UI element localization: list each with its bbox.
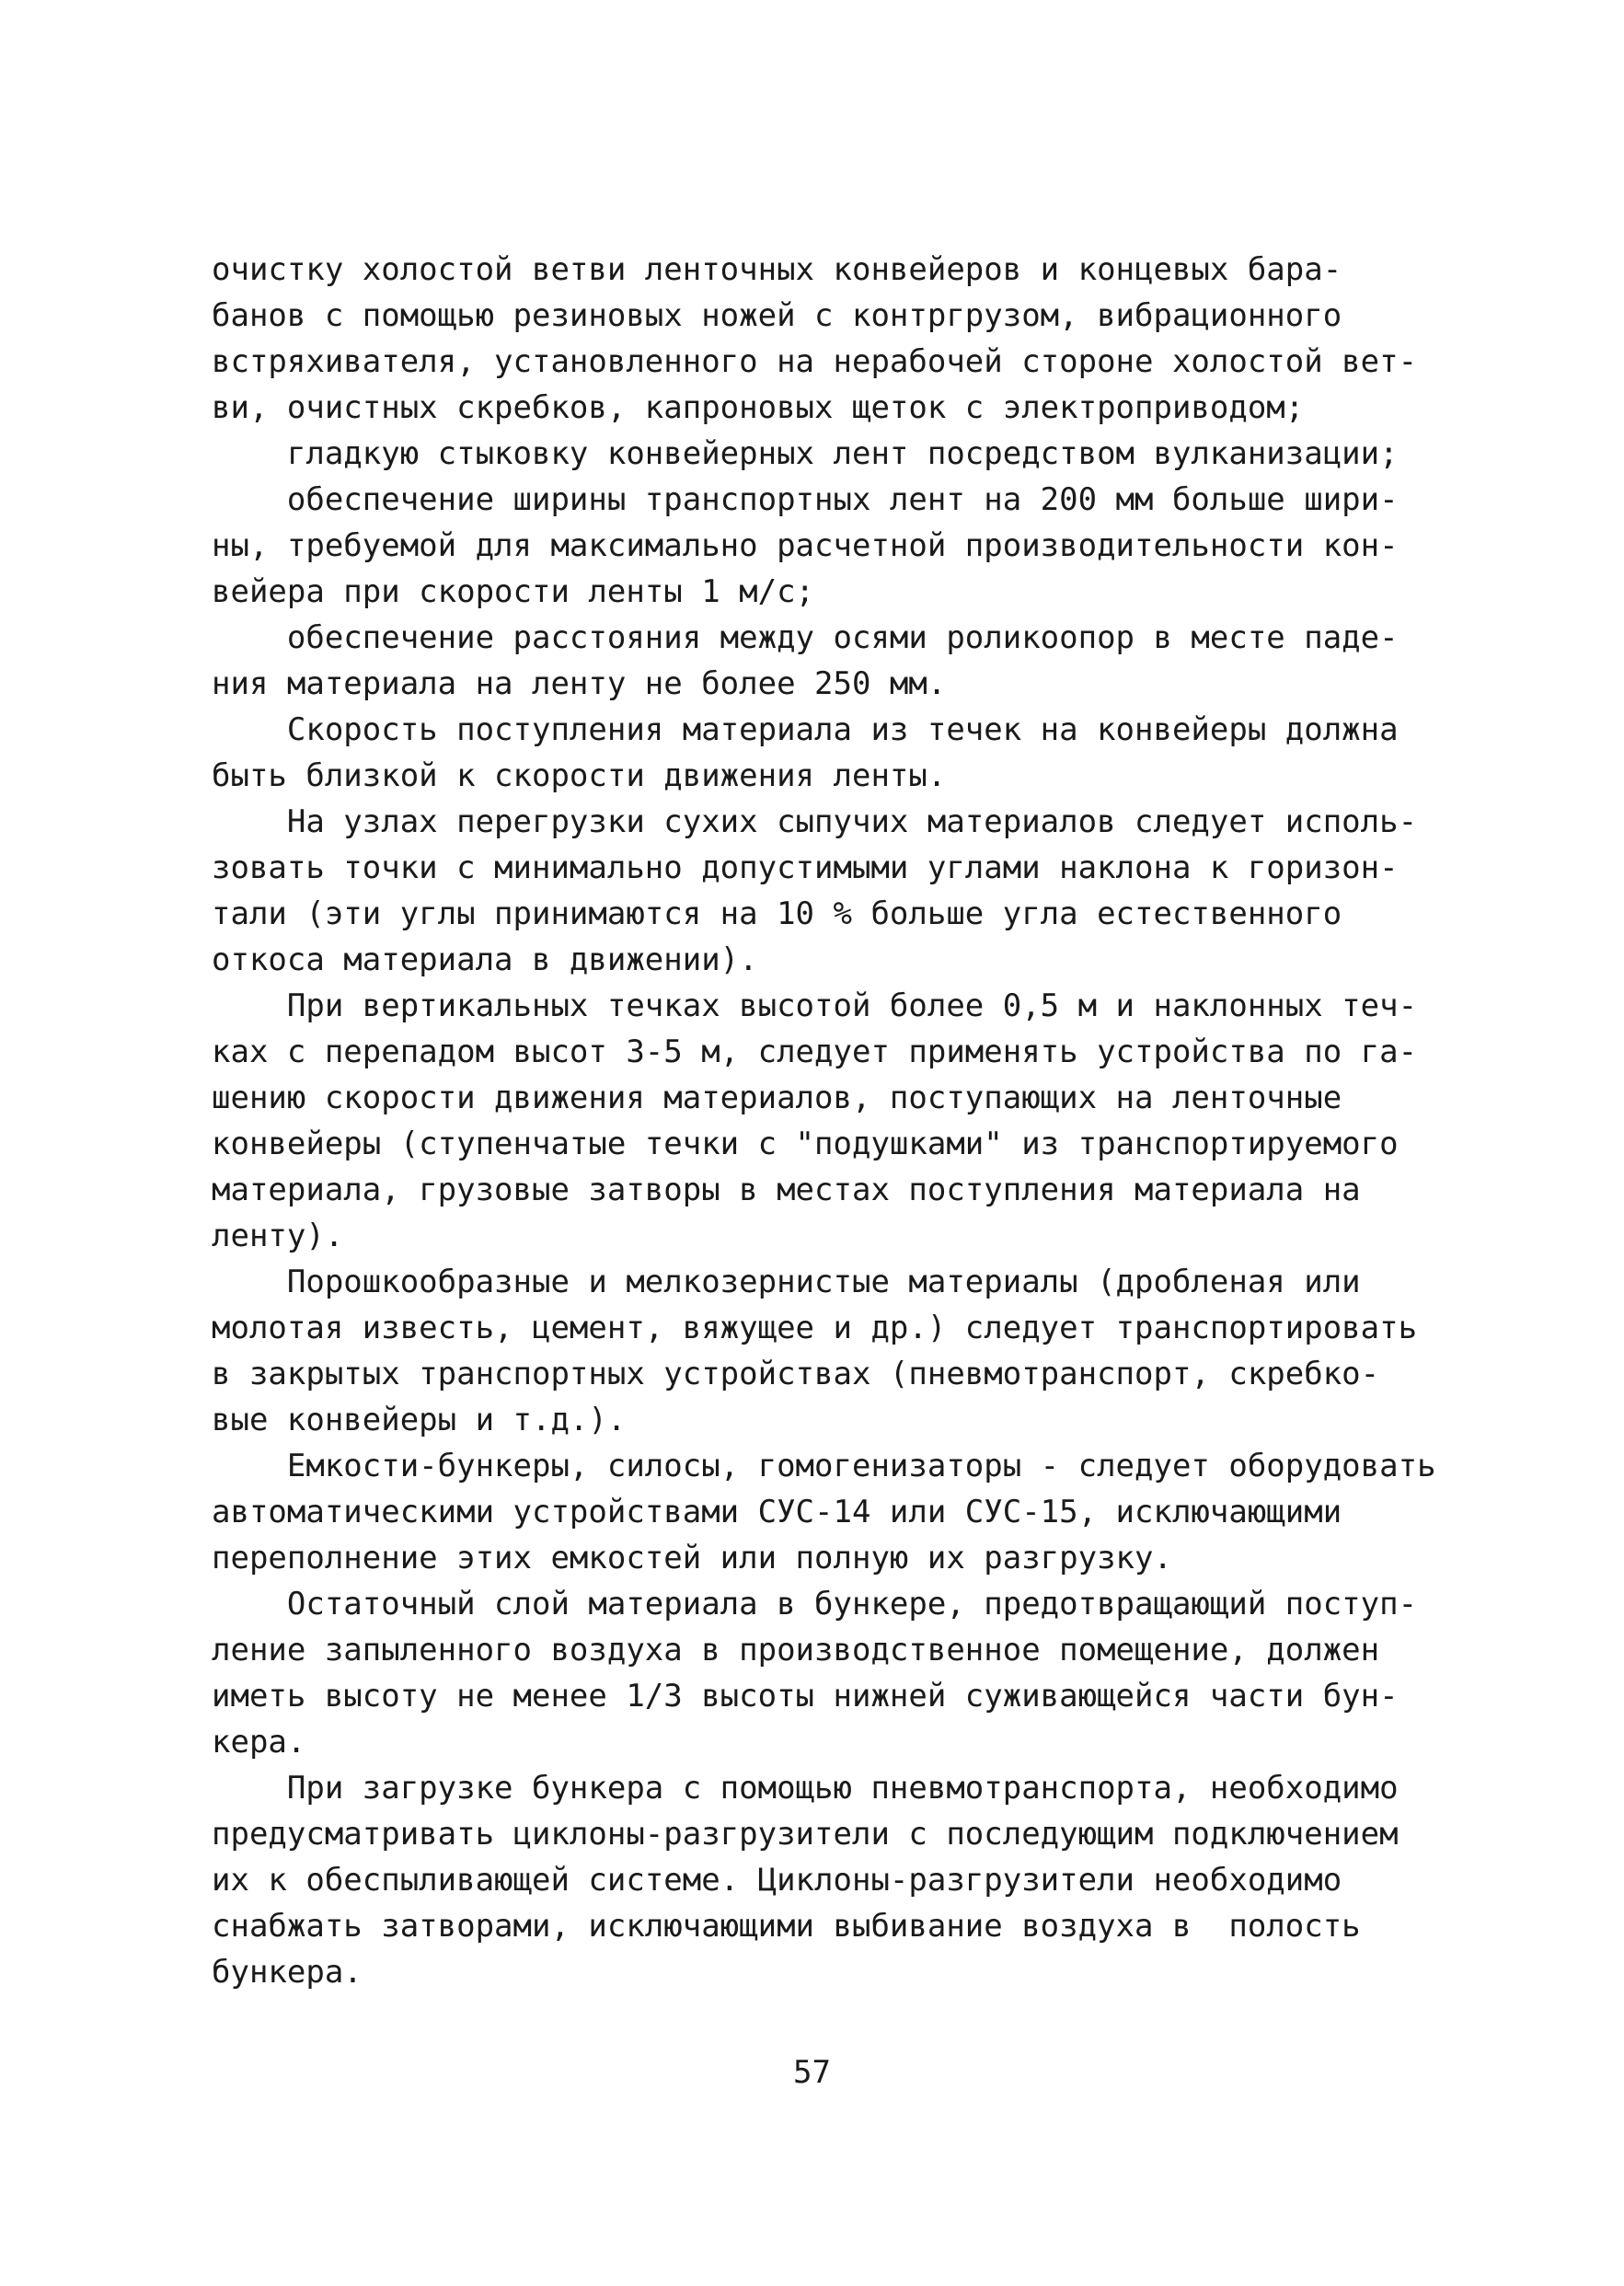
text-line: банов с помощью резиновых ножей с контргрузом, вибрационного	[212, 297, 1342, 334]
paragraph	[212, 707, 1435, 799]
text-line: ках с перепадом высот 3-5 м, следует применять устройства по га-	[212, 1033, 1418, 1070]
paragraph	[212, 799, 1435, 983]
text-line: бункера.	[212, 1954, 363, 1991]
text-line: ление запыленного воздуха в производственное помещение, должен	[212, 1632, 1380, 1668]
text-line: конвейеры (ступенчатые течки с "подушками" из транспортируемого	[212, 1126, 1399, 1162]
text-line: встряхивателя, установленного на нерабочей стороне холостой вет-	[212, 343, 1418, 380]
paragraph	[212, 477, 1435, 615]
text-line: вые конвейеры и т.д.).	[212, 1402, 627, 1438]
text-line: шению скорости движения материалов, поступающих на ленточные	[212, 1080, 1342, 1116]
paragraph	[212, 1765, 1435, 1995]
text-line: обеспечение расстояния между осями роликоопор в месте паде-	[212, 619, 1399, 656]
text-line: Скорость поступления материала из течек на конвейеры должна	[212, 711, 1399, 748]
text-line: тали (эти углы принимаются на 10 % больше угла естественного	[212, 895, 1342, 932]
paragraph	[212, 247, 1435, 431]
text-line: материала, грузовые затворы в местах поступления материала на	[212, 1172, 1361, 1208]
text-line: ви, очистных скребков, капроновых щеток с электроприводом;	[212, 389, 1305, 426]
text-line: Емкости-бункеры, силосы, гомогенизаторы - следует оборудовать	[212, 1448, 1436, 1484]
text-line: ны, требуемой для максимально расчетной производительности кон-	[212, 527, 1399, 564]
text-line: ния материала на ленту не более 250 мм.	[212, 665, 947, 702]
page-number: 57	[793, 2054, 831, 2091]
text-line: ленту).	[212, 1218, 344, 1254]
text-line: откоса материала в движении).	[212, 941, 758, 978]
text-line: Остаточный слой материала в бункере, предотвращающий поступ-	[212, 1586, 1418, 1622]
text-line: автоматическими устройствами СУС-14 или СУС-15, исключающими	[212, 1494, 1342, 1530]
paragraph	[212, 431, 1435, 477]
paragraph	[212, 615, 1435, 707]
paragraph	[212, 1581, 1435, 1765]
text-line: иметь высоту не менее 1/3 высоты нижней суживающейся части бун-	[212, 1678, 1399, 1714]
text-line: гладкую стыковку конвейерных лент посредством вулканизации;	[212, 435, 1399, 472]
paragraph	[212, 1259, 1435, 1443]
text-line: очистку холостой ветви ленточных конвейеров и концевых бара-	[212, 251, 1342, 288]
paragraph	[212, 983, 1435, 1259]
text-line: переполнение этих емкостей или полную их разгрузку.	[212, 1540, 1172, 1576]
text-line: Порошкообразные и мелкозернистые материалы (дробленая или	[212, 1264, 1361, 1300]
text-line: обеспечение ширины транспортных лент на 200 мм больше шири-	[212, 481, 1399, 518]
text-line: На узлах перегрузки сухих сыпучих материалов следует исполь-	[212, 803, 1418, 840]
text-line: молотая известь, цемент, вяжущее и др.) следует транспортировать	[212, 1310, 1418, 1346]
text-line: предусматривать циклоны-разгрузители с последующим подключением	[212, 1816, 1399, 1853]
text-line: кера.	[212, 1724, 306, 1761]
text-line: При загрузке бункера с помощью пневмотранспорта, необходимо	[212, 1770, 1399, 1807]
text-line: При вертикальных течках высотой более 0,5 м и наклонных теч-	[212, 987, 1418, 1024]
text-line: снабжать затворами, исключающими выбивание воздуха в полость	[212, 1908, 1361, 1945]
body-text	[212, 247, 1435, 1995]
text-line: быть близкой к скорости движения ленты.	[212, 757, 947, 794]
text-line: в закрытых транспортных устройствах (пневмотранспорт, скребко-	[212, 1356, 1380, 1392]
paragraph	[212, 1443, 1435, 1581]
text-line: вейера при скорости ленты 1 м/с;	[212, 573, 815, 610]
text-line: зовать точки с минимально допустимыми углами наклона к горизон-	[212, 849, 1399, 886]
text-line: их к обеспыливающей системе. Циклоны-разгрузители необходимо	[212, 1862, 1342, 1899]
